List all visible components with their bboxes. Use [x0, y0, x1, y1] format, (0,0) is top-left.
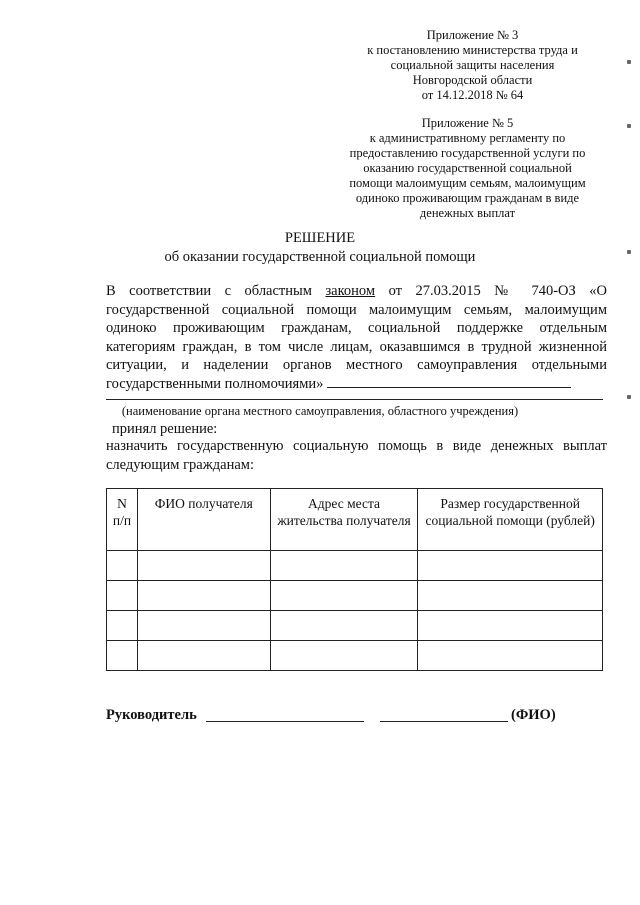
- fio-line[interactable]: [380, 721, 508, 722]
- signature-row: [106, 707, 626, 724]
- scan-mark: [627, 250, 631, 254]
- table-row: [107, 581, 603, 611]
- annex-line: Приложение № 5: [421, 116, 514, 130]
- table-cell[interactable]: [107, 611, 138, 641]
- table-cell[interactable]: [418, 641, 603, 671]
- annex-line: денежных выплат: [419, 206, 516, 220]
- table-row: [107, 611, 603, 641]
- scan-mark: [627, 395, 631, 399]
- table-cell[interactable]: [137, 611, 270, 641]
- table-cell[interactable]: [137, 641, 270, 671]
- header-fio: ФИО получателя: [137, 489, 270, 551]
- table-cell[interactable]: [137, 551, 270, 581]
- table-cell[interactable]: [137, 581, 270, 611]
- scan-mark: [627, 60, 631, 64]
- annex-line: к административному регламенту по: [369, 131, 566, 145]
- document-subtitle: об оказании государственной социальной помощи: [164, 249, 476, 265]
- table-row: [107, 551, 603, 581]
- annex-5-header: [330, 116, 605, 221]
- body-paragraph: [106, 282, 607, 393]
- document-title: РЕШЕНИЕ: [284, 230, 356, 246]
- authority-fill-line: [327, 375, 571, 388]
- authority-name-line: [106, 399, 603, 400]
- annex-line: предоставлению государственной услуги по: [349, 146, 586, 160]
- table-cell[interactable]: [418, 581, 603, 611]
- table-cell[interactable]: [270, 551, 418, 581]
- annex-line: к постановлению министерства труда и: [367, 43, 578, 57]
- header-address: Адрес места жительства получателя: [270, 489, 418, 551]
- signature-fio: (ФИО): [511, 707, 556, 723]
- table-header-row: [107, 489, 603, 551]
- assignment-text: назначить государственную социальную помощь в виде денежных выплат следующим гражданам:: [106, 438, 607, 473]
- annex-line: от 14.12.2018 № 64: [421, 88, 524, 102]
- signature-line[interactable]: [206, 721, 364, 722]
- header-amount: Размер государственной социальной помощи (рублей): [418, 489, 603, 551]
- table-cell[interactable]: [270, 581, 418, 611]
- annex-line: оказанию государственной социальной: [363, 161, 572, 175]
- table-cell[interactable]: [270, 611, 418, 641]
- signature-label: Руководитель: [106, 707, 197, 723]
- body-intro: В соответствии с областным: [106, 283, 326, 299]
- annex-line: помощи малоимущим семьям, малоимущим: [349, 176, 586, 190]
- table-cell[interactable]: [107, 551, 138, 581]
- annex-3-header: [345, 28, 600, 103]
- recipients-table: [106, 488, 603, 671]
- table-cell[interactable]: [270, 641, 418, 671]
- table-cell[interactable]: [418, 551, 603, 581]
- annex-line: Приложение № 3: [426, 28, 519, 42]
- header-number: N п/п: [107, 489, 138, 551]
- authority-caption: (наименование органа местного самоуправления, областного учреждения): [121, 404, 519, 418]
- body-rest: от 27.03.2015 № 740-ОЗ «О государственной социальной помощи малоимущим семьям, малоимущим одиноко проживающим гражданам, социальной поддержке отдельным категориям граждан, в том числе лицам, оказавшимся в трудной жизненной ситуации, и наделении органов местного самоуправления отдельными государственными полномочиями»: [106, 283, 608, 392]
- table-cell[interactable]: [418, 611, 603, 641]
- table-row: [107, 641, 603, 671]
- annex-line: одиноко проживающим гражданам в виде: [355, 191, 580, 205]
- table-cell[interactable]: [107, 581, 138, 611]
- table-cell[interactable]: [107, 641, 138, 671]
- annex-line: социальной защиты населения: [390, 58, 555, 72]
- annex-line: Новгородской области: [412, 73, 533, 87]
- decision-text: принял решение:: [112, 421, 218, 437]
- law-link[interactable]: законом: [325, 283, 376, 299]
- scan-mark: [627, 124, 631, 128]
